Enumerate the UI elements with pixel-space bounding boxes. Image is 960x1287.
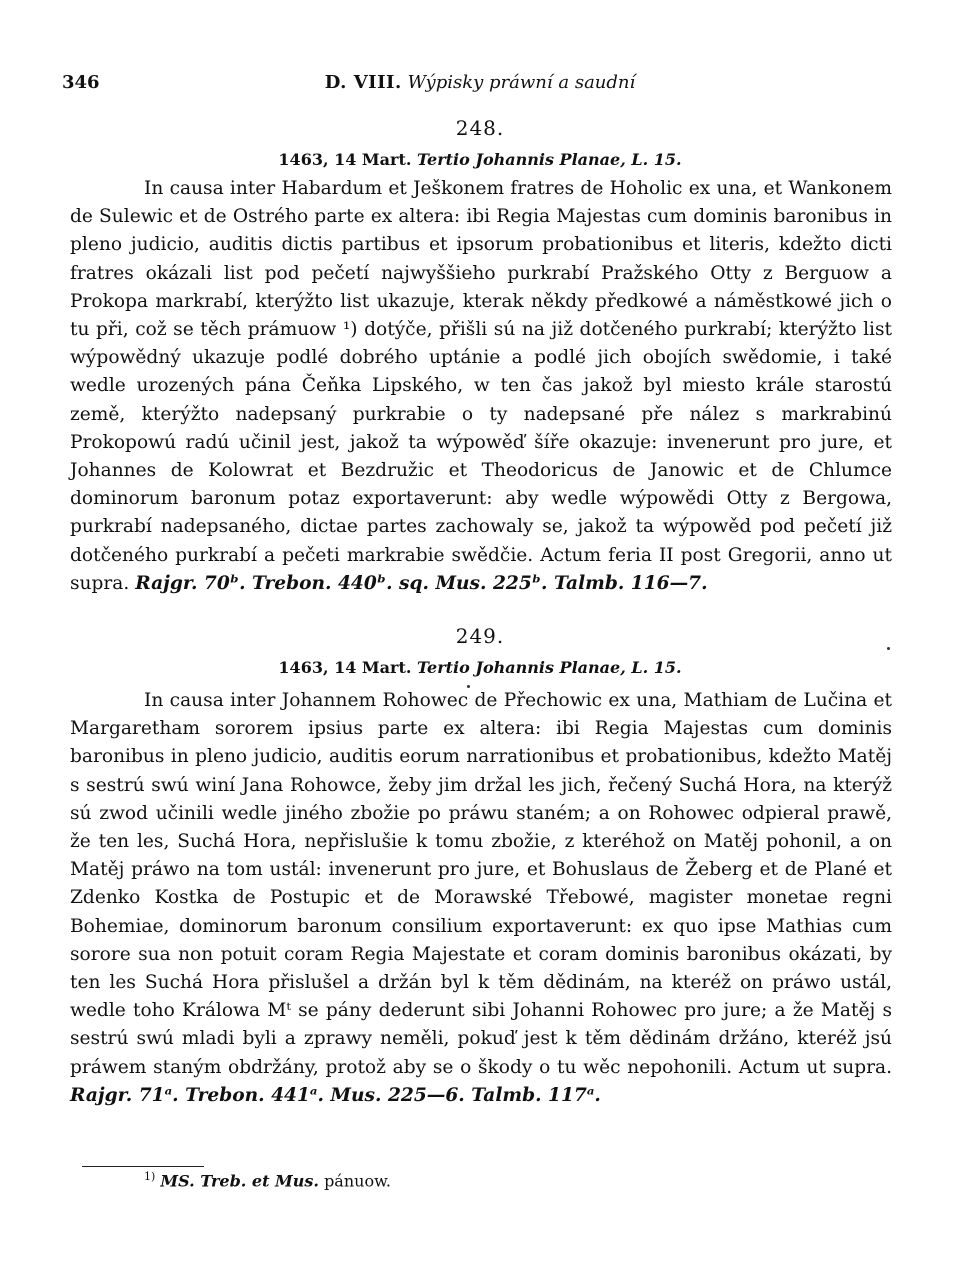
running-head <box>62 72 898 96</box>
entry-date-value: 1463, 14 Mart. <box>278 150 412 169</box>
entry-body-text: In causa inter Habardum et Ješkonem fratres de Hoholic ex una, et Wankonem de Sulewic et de Ostrého parte ex altera: ibi Regia Majestas cum dominis baronibus in pleno judicio, auditis dictis partibus et ipsorum probationibus et literis, kdežto dicti fratres okázali list pod pečetí najwyššieho purkrabí Pražského Otty z Berguow a Prokopa markrabí, kterýžto list ukazuje, kterak někdy předkowé a náměstkowé jich o tu při, což se těch prámuow ¹) dotýče, přišli sú na již dotčeného purkrabí; kterýžto list wýpowědný ukazuje podlé dobrého uptánie a podlé jich obojích swědomie, i také wedle urozených pána Čeňka Lipského, w ten čas jakož byl miesto krále starostú země, kterýžto nadepsaný purkrabie o ty nadepsané pře nález s markrabinú Prokopowú radú učinil jest, jakož ta wýpowěď šíře okazuje: invenerunt pro jure, et Johannes de Kolowrat et Bezdružic et Theodoricus de Janowic et de Chlumce dominorum baronum potaz exportaverunt: aby wedle wýpowědi Otty z Bergowa, purkrabí nadepsaného, dictae partes zachowaly se, jakož ta wýpowěd pod pečetí již dotčeného purkrabí a pečeti markrabie swědčie. Actum feria II post Gregorii, anno ut supra. <box>70 178 892 594</box>
margin-dot <box>887 647 890 650</box>
section-title: Wýpisky práwní a saudní <box>407 72 636 93</box>
footnote-rule <box>82 1166 204 1167</box>
footnote-marker: 1) <box>144 1170 156 1183</box>
entry-text <box>70 175 892 598</box>
running-title <box>62 72 898 93</box>
entry-references: Rajgr. 70ᵇ. Trebon. 440ᵇ. sq. Mus. 225ᵇ. Talmb. 116—7. <box>135 572 708 594</box>
entry-references: Rajgr. 71ᵃ. Trebon. 441ᵃ. Mus. 225—6. Talmb. 117ᵃ. <box>70 1084 601 1106</box>
footnote-reference: MS. Treb. et Mus. <box>160 1171 319 1191</box>
footnote <box>144 1170 391 1190</box>
entry-body-text: In causa inter Johannem Rohowec de Přechowic ex una, Mathiam de Lučina et Margaretham sororem ipsius parte ex altera: ibi Regia Majestas cum dominis baronibus in pleno judicio, auditis eorum narrationibus et probationibus, kdežto Matěj s sestrú swú winí Jana Rohowce, žeby jim držal les jich, řečený Suchá Hora, na kterýž sú zwod učinili wedle jiného zbožie po práwu staném; a on Rohowec odpieral prawě, že ten les, Suchá Hora, nepřislušie k tomu zbožie, z kteréhož on Matěj pohonil, a on Matěj práwo na tom ustál: invenerunt pro jure, et Bohuslaus de Žeberg et de Plané et Zdenko Kostka de Postupic et de Morawské Třebowé, magister monetae regni Bohemiae, dominorum baronum consilium exportaverunt: ex quo ipse Mathias cum sorore sua non potuit coram Regia Majestate et coram dominis baronibus okázati, by ten les Suchá Hora přislušel a držán byl k těm dědinám, na kteréž on práwo ustál, wedle toho Králowa Mᵗ se pány dederunt sibi Johanni Rohowec pro jure; a že Matěj s sestrú swú mladi byli a zprawy neměli, pokuď jest k těm dědinám držáno, kteréž jsú práwem staným obdržány, protož aby se o škody o tu wěc nepohonili. Actum ut supra. <box>70 690 892 1078</box>
entry-date <box>0 658 960 677</box>
entry-date-value: 1463, 14 Mart. <box>278 658 412 677</box>
entry-date-note: Tertio Johannis Planae, L. 15. <box>416 658 682 677</box>
entry-number: 248. <box>455 116 505 140</box>
footnote-text: pánuow. <box>324 1171 391 1191</box>
entry-number: 249. <box>455 624 505 648</box>
entry-date <box>0 150 960 169</box>
division-label: D. VIII. <box>324 72 402 93</box>
entry-date-note: Tertio Johannis Planae, L. 15. <box>416 150 682 169</box>
page-number: 346 <box>62 72 100 93</box>
entry-text <box>70 687 892 1110</box>
